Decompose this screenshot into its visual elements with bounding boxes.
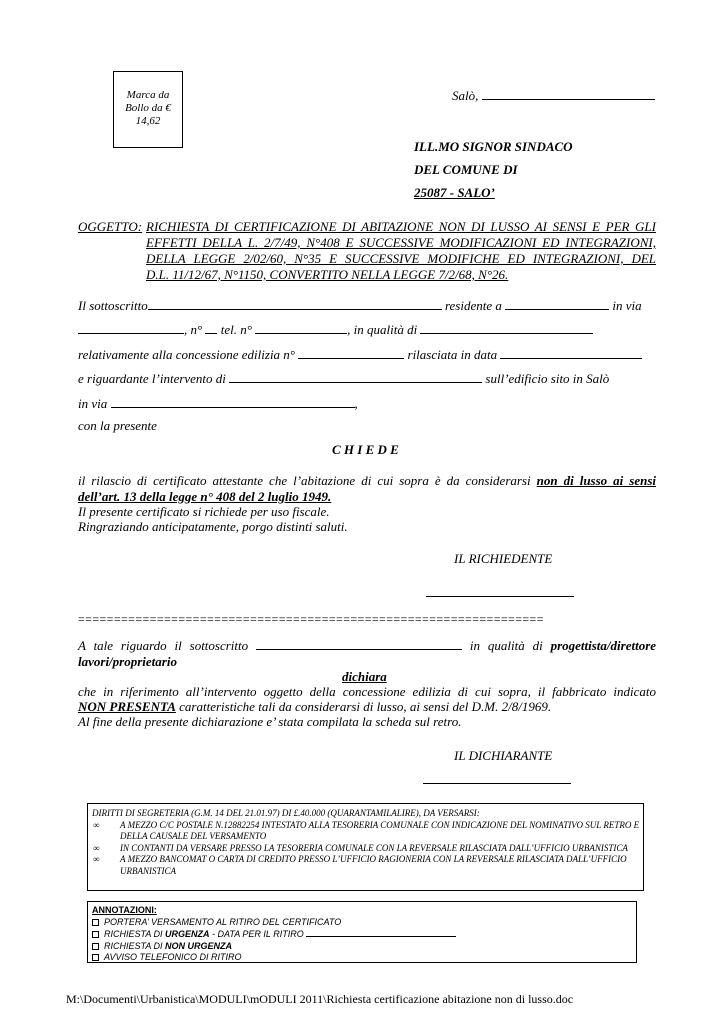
addressee-line-3: 25087 - SALO’ [414,185,495,200]
fees-item-3 [92,854,640,877]
declaration-line-1 [78,638,656,654]
annotation-item-3 [92,941,632,953]
fees-item-3-text: A MEZZO BANCOMAT O CARTA DI CREDITO PRESSO L’UFFICIO RAGIONERIA CON LA REVERSALE RILASCIATA DALL’UFFICIO URBANISTICA [120,854,627,876]
stamp-line-2: Bollo da € [125,102,171,114]
declaration-b: in qualità di [469,638,543,653]
stamp-line-3: 14,62 [135,115,161,127]
place-date [452,88,655,104]
fees-title: DIRITTI DI SEGRETERIA (G.M. 14 DEL 21.01.97) DI £.40.000 (QUARANTAMILALIRE), DA VERSARSI: [92,808,480,818]
subject-line-2: EFFETTI DELLA L. 2/7/49, N°408 E SUCCESSIVE MODIFICAZIONI ED INTEGRAZIONI, [146,235,656,250]
intervention-field[interactable] [229,371,482,383]
dichiarante-signature-line[interactable] [423,783,571,784]
declaration-line-3-rest: caratteristiche tali da considerarsi di lusso, ai sensi del D.M. 2/8/1969. [179,699,552,714]
via2-label: in via [78,396,108,411]
form-line-2 [78,322,593,338]
pickup-date-field[interactable] [306,928,456,937]
declaration-line-3 [78,699,551,715]
stamp-line-1: Marca da [126,89,170,101]
subject-line-1: RICHIESTA DI CERTIFICAZIONE DI ABITAZIONE NON DI LUSSO AI SENSI E PER GLI [146,219,656,234]
annotations-box [87,901,637,963]
sottoscritto-label: Il sottoscritto [78,298,148,313]
dichiarante-label: IL DICHIARANTE [454,748,553,763]
declaration-line-4: Al fine della presente dichiarazione e’ stata compilata la scheda sul retro. [78,714,462,729]
form-line-1 [78,298,642,314]
number-label: , n° [184,322,203,337]
request-text-a: il rilascio di certificato attestante che l’abitazione di cui sopra è da considerarsi [78,473,531,488]
checkbox-non-urgenza[interactable] [92,943,99,950]
stamp-box [113,71,183,148]
rilasciata-label: rilasciata in data [407,347,498,362]
checkbox-avviso[interactable] [92,954,99,961]
annotations-title: ANNOTAZIONI: [92,905,157,915]
declaration-line-2: che in riferimento all’intervento oggetto della concessione edilizia di cui sopra, il fabbricato indicato [78,684,656,699]
dichiara-heading: dichiara [342,669,387,684]
fees-item-1 [92,820,640,843]
addressee [414,135,573,204]
street-field[interactable] [78,322,184,334]
non-presenta: NON PRESENTA [78,699,176,714]
name-field[interactable] [148,298,442,310]
infinity-icon: ∞ [93,854,100,864]
chiede-heading: C H I E D E [332,442,399,457]
annotation-item-2 [92,928,632,941]
file-path-footer: M:\Documenti\Urbanistica\MODULI\mODULI 2011\Richiesta certificazione abitazione non di lusso.doc [66,992,574,1006]
fees-item-2 [92,843,640,855]
permit-date-field[interactable] [500,347,642,359]
subject [78,219,656,283]
number-field[interactable] [205,322,217,334]
request-line-2: dell’art. 13 della legge n° 408 del 2 luglio 1949. [78,489,332,504]
fees-box [87,803,644,891]
declaration-a: A tale riguardo il sottoscritto [78,638,249,653]
checkbox-portera[interactable] [92,919,99,926]
addressee-line-2: DEL COMUNE DI [414,162,518,177]
concessione-label: relativamente alla concessione edilizia n° [78,347,296,362]
edificio-label: sull’edificio sito in Salò [485,371,610,386]
request-line-4: Ringraziando anticipatamente, porgo distinti saluti. [78,519,348,534]
via-label: in via [612,298,642,313]
intervento-label: e riguardante l’intervento di [78,371,226,386]
richiedente-signature-line[interactable] [426,596,574,597]
infinity-icon: ∞ [93,819,100,830]
subject-line-3: DELLA LEGGE 2/02/60, N°35 E SUCCESSIVE MODIFICHE ED INTEGRAZIONI, DEL [146,251,656,266]
permit-number-field[interactable] [298,347,404,359]
richiedente-label: IL RICHIEDENTE [454,551,553,566]
fees-item-2-text: IN CONTANTI DA VERSARE PRESSO LA TESORERIA COMUNALE CON LA REVERSALE RILASCIATA DALL’UFFICIO URBANISTICA [120,842,628,853]
residente-label: residente a [444,298,502,313]
qualita-label: , in qualità di [347,322,418,337]
annotation-item-2-a: RICHIESTA DI [104,929,163,939]
annotation-item-1 [92,917,632,929]
addressee-line-1: ILL.MO SIGNOR SINDACO [414,139,573,154]
comma: , [354,396,358,411]
request-line-1 [78,473,656,489]
infinity-icon: ∞ [93,842,100,853]
phone-field[interactable] [255,322,347,334]
annotation-item-4 [92,952,632,964]
form-line-4 [78,371,609,387]
role-field[interactable] [420,322,593,334]
annotation-item-1-text: PORTERA’ VERSAMENTO AL RITIRO DEL CERTIFICATO [104,916,342,927]
annotation-item-2-c: - DATA PER IL RITIRO [212,929,304,939]
request-text-b: non di lusso ai sensi [536,473,657,488]
subject-label: OGGETTO: [78,219,143,234]
place-label: Salò, [452,88,479,103]
annotation-item-2-b: URGENZA [165,929,210,939]
con-la-presente: con la presente [78,418,157,433]
form-line-5 [78,396,358,412]
subject-line-4: D.L. 11/12/67, N°1150, CONVERTITO NELLA LEGGE 7/2/68, N°26. [146,267,509,282]
building-street-field[interactable] [111,396,355,408]
date-field[interactable] [482,88,655,100]
fees-item-1-text: A MEZZO C/C POSTALE N.12882254 INTESTATO ALLA TESORERIA COMUNALE CON INDICAZIONE DEL NOMINATIVO SUL RETRO E DELLA CAUSALE DEL VERSAMENTO [120,819,640,841]
declaration-d: lavori/proprietario [78,654,177,669]
tel-label: tel. n° [220,322,252,337]
annotation-item-3-a: RICHIESTA DI [104,940,163,951]
annotation-item-4-text: AVVISO TELEFONICO DI RITIRO [104,952,242,962]
declaration-c: progettista/direttore [550,638,657,653]
form-line-3 [78,347,642,363]
annotation-item-3-b: NON URGENZA [165,940,233,951]
checkbox-urgenza[interactable] [92,931,99,938]
request-line-3: Il presente certificato si richiede per uso fiscale. [78,504,330,519]
separator: ================================================================= [78,612,544,626]
declarant-name-field[interactable] [256,638,462,650]
residence-field[interactable] [505,298,609,310]
